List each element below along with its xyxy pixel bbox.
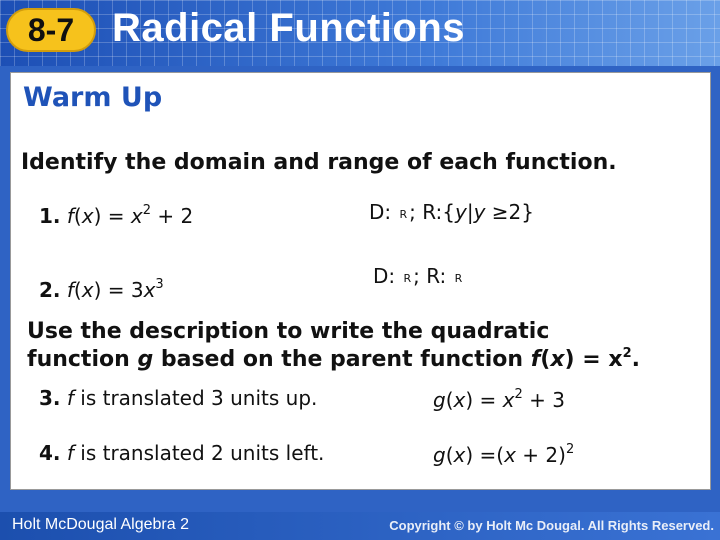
problem-number: 2. [39,278,61,302]
sep: ; R:{ [409,200,455,224]
instructions-text: Identify the domain and range of each function. [21,150,617,175]
problem-number: 4. [39,441,61,465]
fn-g: g [433,443,446,467]
var: x [453,443,466,467]
real-numbers-symbol: R [399,208,408,221]
equals: ) = [465,388,503,412]
fn-g: g [433,388,446,412]
problem-3 [39,386,317,410]
fn-name: f [66,441,74,465]
rest: + 2 [150,204,194,228]
exponent: 2 [565,442,575,457]
problem-4 [39,441,324,465]
base: x [502,388,515,412]
problem-number: 3. [39,386,61,410]
var: x [453,388,466,412]
sep: ; R: [413,264,453,288]
domain-label: D: [369,200,398,224]
paren: ( [540,347,551,372]
base: x [130,204,143,228]
exponent: 2 [622,346,632,361]
content-panel [10,72,711,490]
page-title: Radical Functions [112,6,465,50]
lesson-badge: 8-7 [6,8,96,52]
fn-name: f [66,386,74,410]
fn-name: f [66,204,74,228]
domain-label: D: [373,264,402,288]
problem-1 [39,204,193,228]
rest: is translated 3 units up. [73,386,318,410]
answer-4 [433,443,574,467]
var-y2: y [473,200,486,224]
var: x [81,204,94,228]
copyright-notice: Copyright © by Holt Mc Dougal. All Rights Reserved. [389,518,714,533]
plus: + 2) [515,443,566,467]
problem-2 [39,278,164,302]
header-bar [0,0,720,66]
base: x [608,347,623,372]
description-line-1: Use the description to write the quadratic [27,319,550,344]
text: based on the parent function [153,347,531,372]
answer-2 [373,264,464,288]
fn-name: f [66,278,74,302]
footer-bar [0,512,720,540]
problem-number: 1. [39,204,61,228]
equals: ) = [93,204,131,228]
fn-g: g [137,347,154,372]
exponent: 2 [514,387,523,402]
description-instructions [27,318,640,374]
period: . [631,347,640,372]
rest: + 3 [522,388,565,412]
equals: ) = [564,347,609,372]
rest: is translated 2 units left. [73,441,325,465]
warm-up-heading: Warm Up [23,82,163,113]
real-numbers-symbol: R [403,272,412,285]
rest: ≥2} [485,200,535,224]
var: x [550,347,565,372]
exponent: 3 [155,277,164,292]
exponent: 2 [142,203,151,218]
fn-f: f [530,347,541,372]
var: x [81,278,94,302]
real-numbers-symbol: R [454,272,463,285]
publisher-label: Holt McDougal Algebra 2 [12,516,189,533]
paren: ( [445,388,454,412]
answer-3 [433,388,565,412]
text: function [27,347,138,372]
paren: ( [73,204,82,228]
paren: ( [73,278,82,302]
base: x [504,443,516,467]
var-y: y [455,200,467,224]
equals: ) = 3 [93,278,144,302]
bar: | [466,200,474,224]
paren: ( [445,443,454,467]
base: x [143,278,156,302]
answer-1 [369,200,534,224]
equals: ) =( [465,443,505,467]
description-line-2 [27,346,640,374]
